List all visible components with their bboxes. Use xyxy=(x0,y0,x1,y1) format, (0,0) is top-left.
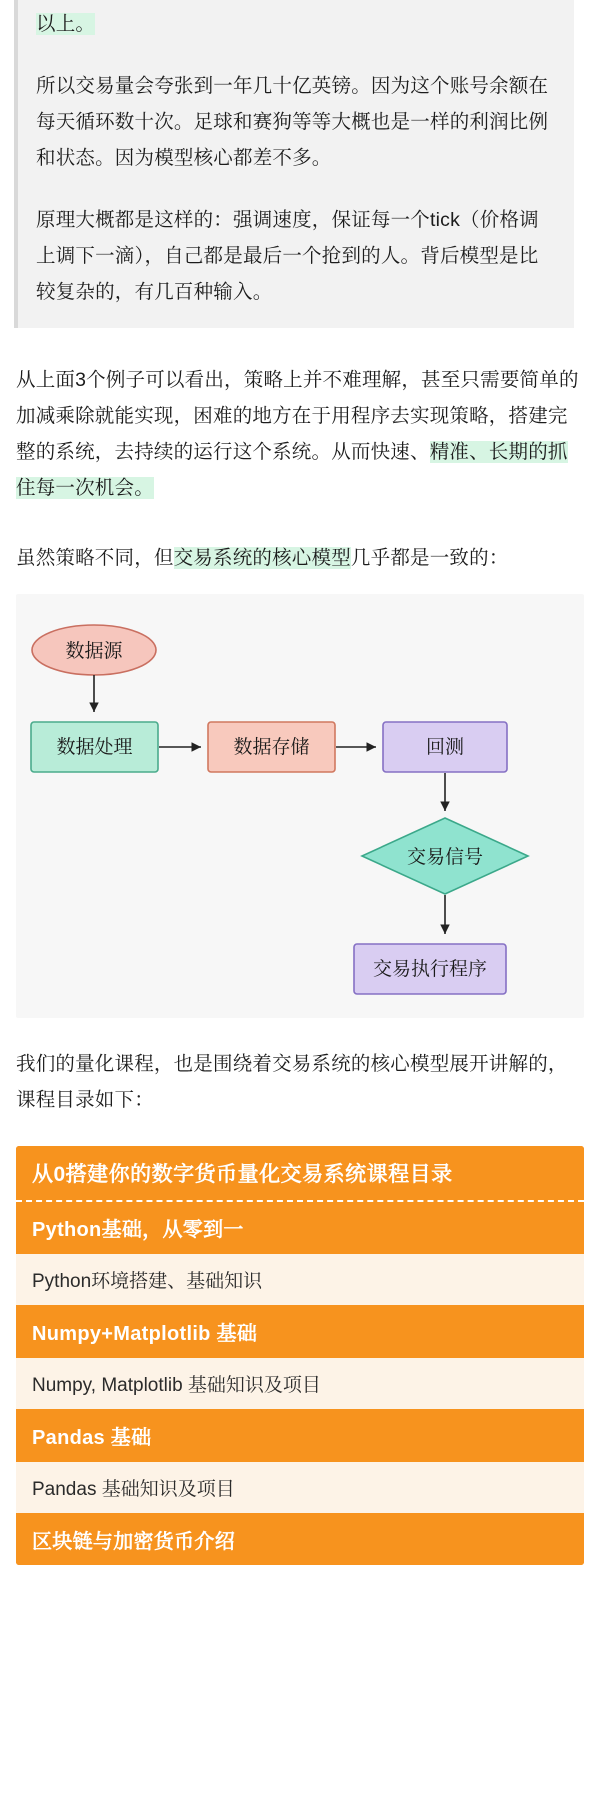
diagram-node-trade-executor xyxy=(354,944,506,994)
highlighted-text: 以上。 xyxy=(36,13,96,35)
table-row xyxy=(16,1462,584,1514)
quote-paragraph-2: 所以交易量会夸张到一年几十亿英镑。因为这个账号余额在每天循环数十次。足球和赛狗等等大概也是一样的利润比例和状态。因为模型核心都差不多。 xyxy=(36,75,549,169)
diagram-node-backtest xyxy=(383,722,507,772)
course-section-label: Python基础，从零到一 xyxy=(16,1201,584,1254)
table-row xyxy=(16,1514,584,1566)
table-row xyxy=(16,1254,584,1306)
course-detail-label: Python环境搭建、基础知识 xyxy=(16,1254,584,1306)
table-row xyxy=(16,1358,584,1410)
paragraph-core-model xyxy=(0,540,600,576)
diagram-node-data-source xyxy=(32,625,156,675)
diagram-node-data-processing xyxy=(31,722,158,772)
diagram-node-data-processing-label: 数据处理 xyxy=(56,737,133,758)
diagram-node-trade-signal xyxy=(362,818,528,894)
course-table-title-row xyxy=(16,1146,584,1201)
course-table-title: 从0搭建你的数字货币量化交易系统课程目录 xyxy=(16,1146,584,1201)
blockquote xyxy=(14,0,574,328)
quote-paragraph-3: 原理大概都是这样的：强调速度，保证每一个tick（价格调上调下一滴），自己都是最后一个抢到的人。背后模型是比较复杂的，有几百种输入。 xyxy=(36,209,539,303)
trading-system-diagram xyxy=(16,594,584,1018)
diagram-node-backtest-label: 回测 xyxy=(425,737,465,758)
table-row xyxy=(16,1306,584,1358)
course-section-label: Numpy+Matplotlib 基础 xyxy=(16,1306,584,1358)
paragraph-core-model-after: 几乎都是一致的： xyxy=(350,547,509,569)
paragraph-course-intro: 我们的量化课程，也是围绕着交易系统的核心模型展开讲解的，课程目录如下： xyxy=(16,1053,568,1111)
paragraph-core-model-before: 虽然策略不同，但 xyxy=(16,547,174,569)
diagram-node-data-storage xyxy=(208,722,335,772)
paragraph-lessons-highlight: 精准、长期的抓住每一次机会。 xyxy=(16,441,568,499)
paragraph-core-model-highlight: 交易系统的核心模型 xyxy=(173,547,351,569)
diagram-node-data-storage-label: 数据存储 xyxy=(233,737,310,758)
table-row xyxy=(16,1201,584,1254)
diagram-node-trade-executor-label: 交易执行程序 xyxy=(372,959,488,980)
paragraph-lessons-lead: 从上面3个例子可以看出，策略上并不难理解，甚至只需要简单的加减乘除就能实现，困难的地方在于用程序去实现策略，搭建完整的系统，去持续的运行这个系统。从而快速、 xyxy=(16,369,579,463)
quote-paragraph-1 xyxy=(36,6,552,42)
diagram-node-trade-signal-label: 交易信号 xyxy=(406,847,484,868)
course-section-label: Pandas 基础 xyxy=(16,1410,584,1462)
paragraph-lessons xyxy=(0,362,600,506)
course-detail-label: Numpy, Matplotlib 基础知识及项目 xyxy=(16,1358,584,1410)
course-detail-label: Pandas 基础知识及项目 xyxy=(16,1462,584,1514)
table-row xyxy=(16,1410,584,1462)
diagram-node-data-source-label: 数据源 xyxy=(65,641,123,662)
course-outline-table xyxy=(16,1146,584,1565)
course-section-label: 区块链与加密货币介绍 xyxy=(16,1514,584,1566)
